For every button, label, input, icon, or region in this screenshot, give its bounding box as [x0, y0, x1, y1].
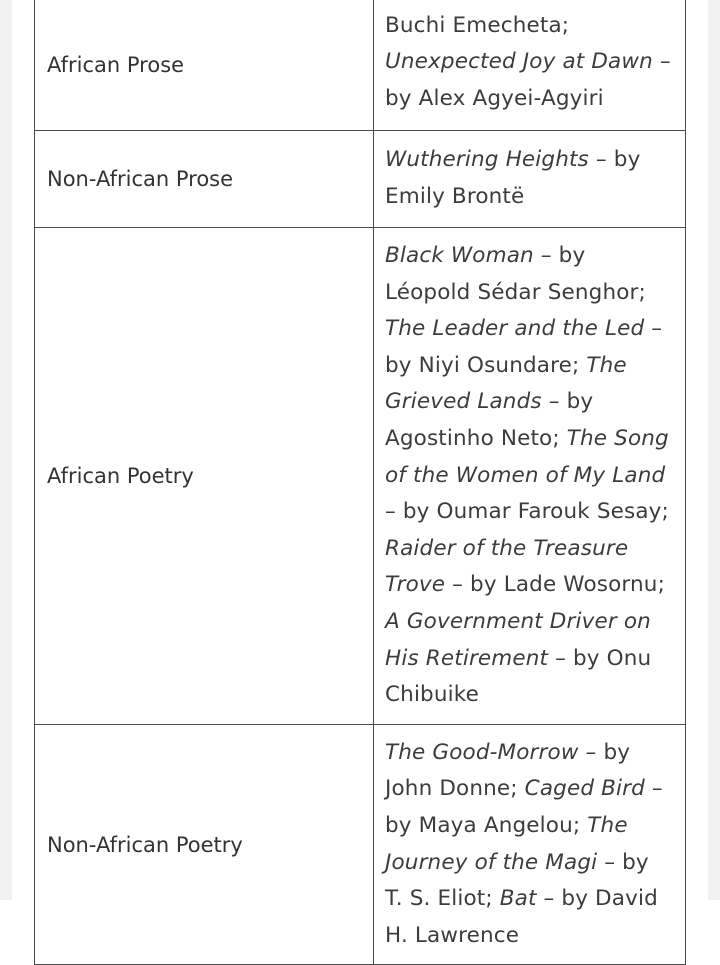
category-label: Non-African Prose	[47, 167, 234, 191]
work-title: Bat	[499, 886, 537, 912]
work-title: The Journey of the Magi	[385, 812, 628, 875]
literature-table	[34, 0, 686, 965]
work-author: – by Niyi Osundare;	[385, 316, 663, 378]
work-title: Caged Bird	[524, 776, 645, 802]
category-label: African Poetry	[47, 463, 194, 488]
work-author: – by David H. Lawrence	[385, 886, 658, 948]
work-author: – by Maya Angelou;	[385, 776, 663, 838]
table-row-non-african-poetry	[35, 724, 686, 965]
works-cell	[374, 0, 686, 131]
work-title: The Good-Morrow	[385, 739, 579, 765]
work-author: – by Agostinho Neto;	[385, 389, 594, 451]
table-row-african-prose	[35, 0, 686, 131]
table-row-non-african-prose	[35, 131, 686, 228]
work-author: – by Emily Brontë	[385, 147, 641, 209]
left-margin-strip	[0, 0, 12, 900]
category-cell	[35, 0, 374, 131]
table-row-african-poetry	[35, 228, 686, 725]
work-author: – by Lade Wosornu;	[445, 572, 665, 598]
work-author: – by John Donne;	[385, 739, 631, 802]
work-title: Wuthering Heights	[385, 147, 589, 173]
category-label: Non-African Poetry	[47, 832, 243, 857]
work-author: – by Léopold Sédar Senghor;	[385, 243, 646, 305]
category-cell	[35, 131, 374, 228]
work-title: Raider of the Treasure Trove	[385, 535, 629, 598]
work-title: The Grieved Lands	[385, 352, 627, 415]
works-cell	[374, 724, 686, 965]
right-margin-strip	[708, 0, 720, 900]
work-title: A Government Driver on His Retirement	[385, 608, 651, 671]
work-title: Black Woman	[385, 243, 534, 268]
work-title: Unexpected Joy at Dawn	[385, 49, 653, 75]
work-title: The Leader and the Led	[385, 316, 645, 342]
work-author: – by Oumar Farouk Sesay;	[385, 499, 669, 525]
work-author: – by Onu Chibuike	[385, 645, 652, 708]
work-author: Buchi Emecheta;	[385, 12, 570, 38]
work-author: – by Alex Agyei-Agyiri	[385, 49, 671, 111]
category-label: African Prose	[47, 52, 185, 77]
work-author: – by T. S. Eliot;	[385, 849, 649, 912]
category-cell	[35, 724, 374, 965]
work-title: The Song of the Women of My Land	[385, 425, 669, 488]
category-cell	[35, 228, 374, 725]
works-cell	[374, 228, 686, 725]
works-cell	[374, 131, 686, 228]
